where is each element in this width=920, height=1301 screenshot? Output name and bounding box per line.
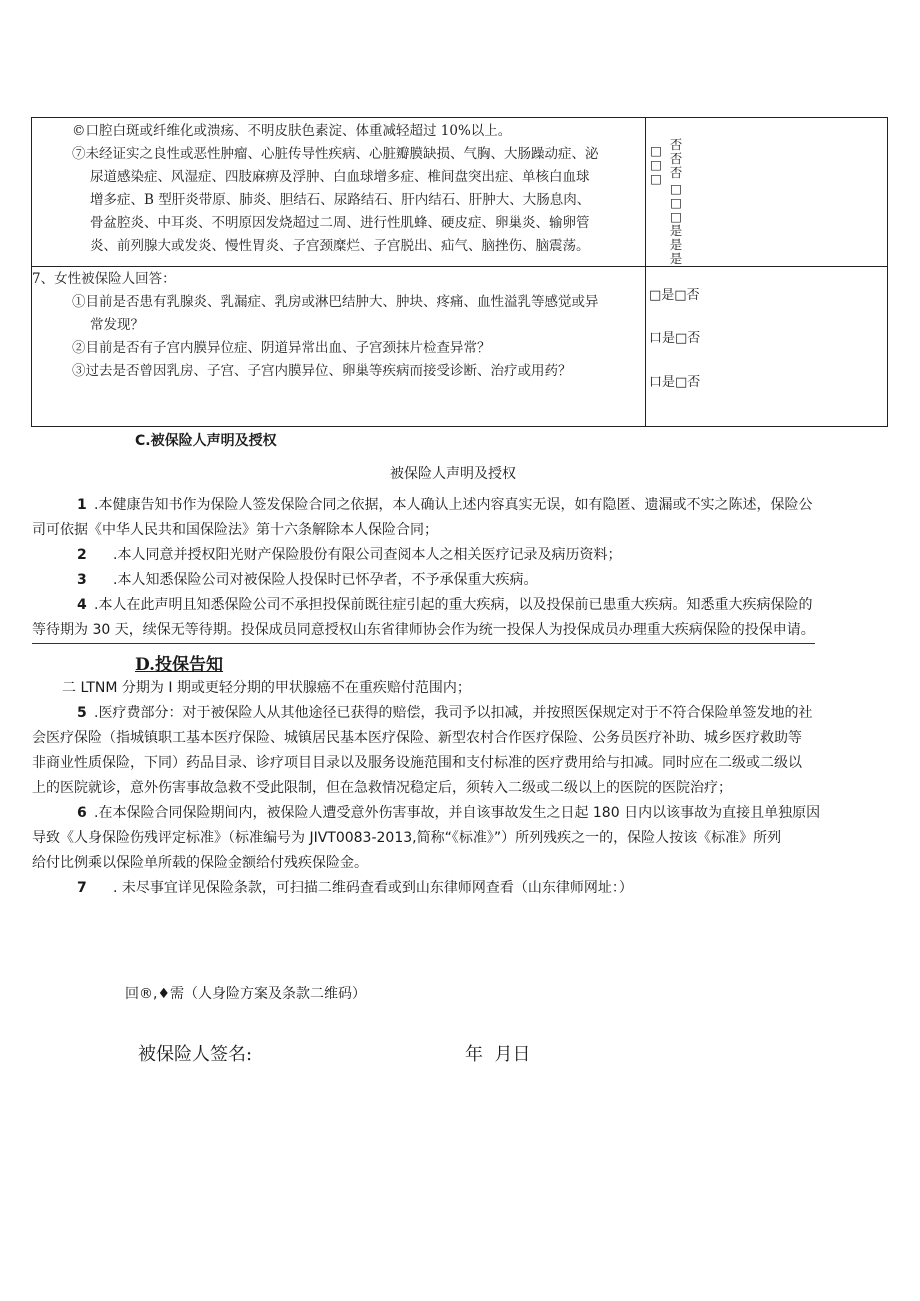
d-item5-line1: .医疗费部分：对于被保险人从其他途径已获得的赔偿，我司予以扣减，并按照医保规定对于不符合保险单签发地的社 bbox=[94, 705, 813, 721]
d-note-line: 二 LTNM 分期为 I 期或更轻分期的甲状腺癌不在重疾赔付范围内； bbox=[62, 680, 471, 696]
c-item1-line1: .本健康告知书作为保险人签发保险合同之依据，本人确认上述内容真实无误，如有隐匿、遗漏或不实之陈述，保险公 bbox=[94, 497, 813, 513]
table-row-divider bbox=[32, 266, 887, 267]
c-item2-number: 2 bbox=[77, 547, 87, 563]
row1-line2: ⑦未经证实之良性或恶性肿瘤、心脏传导性疾病、心脏瓣膜缺损、气胸、大肠躁动症、泌 bbox=[72, 146, 599, 162]
c-item1-number: 1 bbox=[77, 497, 87, 513]
c-item4-number: 4 bbox=[77, 597, 87, 613]
d-item6-line1: .在本保险合同保险期间内，被保险人遭受意外伤害事故，并自该事故发生之日起 180 日内以该事故为直接且单独原因 bbox=[94, 805, 821, 821]
section-d-heading: D.投保告知 bbox=[135, 655, 224, 675]
c-item4-line1: .本人在此声明且知悉保险公司不承担投保前既往症引起的重大疾病，以及投保前已患重大疾病。知悉重大疾病保险的 bbox=[94, 597, 813, 613]
row2-q3: ③过去是否曾因乳房、子宫、子宫内膜异位、卵巢等疾病而接受诊断、治疗或用药？ bbox=[72, 363, 572, 379]
row1-line1: ©口腔白斑或纤维化或溃疡、不明皮肤色素淀、体重减轻超过 10%以上。 bbox=[72, 123, 512, 139]
row1-answer-yes: 是是是 bbox=[669, 223, 683, 266]
row2-q1-line2: 常发现？ bbox=[90, 317, 144, 333]
d-item7-text: . 未尽事宜详见保险条款，可扫描二维码查看或到山东律师网查看（山东律师网址：） bbox=[113, 880, 633, 896]
row1-line4: 增多症、B 型肝炎带原、肺炎、胆结石、尿路结石、肝内结石、肝肿大、大肠息肉、 bbox=[90, 192, 591, 208]
row1-line3: 尿道感染症、风湿症、四肢麻痹及浮肿、白血球增多症、椎间盘突出症、单核白血球 bbox=[90, 169, 590, 185]
row1-answer-checkboxes[interactable]: □□□ bbox=[650, 143, 662, 186]
row2-answer-3[interactable]: 口是□否 bbox=[649, 375, 701, 390]
row1-answer-no: 否否否 bbox=[669, 137, 683, 180]
d-item5-line3: 非商业性质保险，下同）药品目录、诊疗项目目录以及服务设施范围和支付标准的医疗费用给与扣减。同时应在二级或二级以 bbox=[32, 755, 802, 771]
signature-label: 被保险人签名: bbox=[138, 1044, 253, 1065]
d-item6-line3: 给付比例乘以保险单所载的保险金额给付残疾保险金。 bbox=[32, 855, 368, 871]
c-item3-number: 3 bbox=[77, 572, 87, 588]
c-item1-line2: 司可依据《中华人民共和国保险法》第十六条解除本人保险合同； bbox=[32, 522, 438, 538]
section-c-heading: C.被保险人声明及授权 bbox=[135, 433, 277, 449]
d-item6-number: 6 bbox=[77, 805, 87, 821]
health-question-table bbox=[31, 117, 888, 427]
row1-answer-checkboxes-2[interactable]: □□□ bbox=[670, 181, 682, 224]
d-item7-number: 7 bbox=[77, 880, 87, 896]
signature-date: 年 月日 bbox=[465, 1044, 531, 1065]
row1-line5: 骨盆腔炎、中耳炎、不明原因发烧超过二周、进行性肌蜂、硬皮症、卵巢炎、输卵管 bbox=[90, 215, 590, 231]
row2-q1-line1: ①目前是否患有乳腺炎、乳漏症、乳房或淋巴结肿大、肿块、疼痛、血性溢乳等感觉或异 bbox=[72, 294, 599, 310]
c-item2-text: .本人同意并授权阳光财产保险股份有限公司查阅本人之相关医疗记录及病历资料； bbox=[113, 547, 622, 563]
row2-heading: 7、女性被保险人回答： bbox=[32, 271, 176, 287]
row1-line6: 炎、前列腺大或发炎、慢性胃炎、子宫颈糜烂、子宫脱出、疝气、脑挫伤、脑震荡。 bbox=[90, 238, 590, 254]
row2-answer-2[interactable]: 口是□否 bbox=[649, 331, 701, 346]
row2-answer-1[interactable]: □是□否 bbox=[649, 288, 700, 303]
d-item6-line2: 导致《人身保险伤残评定标准》（标准编号为 JIVT0083-2013,简称“《标准》”）所列残疾之一的，保险人按该《标准》所列 bbox=[32, 830, 782, 846]
d-item5-number: 5 bbox=[77, 705, 87, 721]
qr-code-caption: 回®,♦需（人身险方案及条款二维码） bbox=[125, 986, 367, 1002]
d-item5-line2: 会医疗保险（指城镇职工基本医疗保险、城镇居民基本医疗保险、新型农村合作医疗保险、公务员医疗补助、城乡医疗救助等 bbox=[32, 730, 802, 746]
section-c-title: 被保险人声明及授权 bbox=[390, 466, 516, 482]
table-column-divider bbox=[645, 118, 646, 426]
c-item4-line2: 等待期为 30 天，续保无等待期。投保成员同意授权山东省律师协会作为统一投保人为投保成员办理重大疾病保险的投保申请。 bbox=[32, 618, 815, 644]
d-item5-line4: 上的医院就诊，意外伤害事故急救不受此限制，但在急救情况稳定后，须转入二级或二级以上的医院的医院治疗； bbox=[32, 780, 732, 796]
c-item3-text: .本人知悉保险公司对被保险人投保时已怀孕者，不予承保重大疾病。 bbox=[113, 572, 538, 588]
row2-q2: ②目前是否有子宫内膜异位症、阴道异常出血、子宫颈抹片检查异常？ bbox=[72, 340, 491, 356]
